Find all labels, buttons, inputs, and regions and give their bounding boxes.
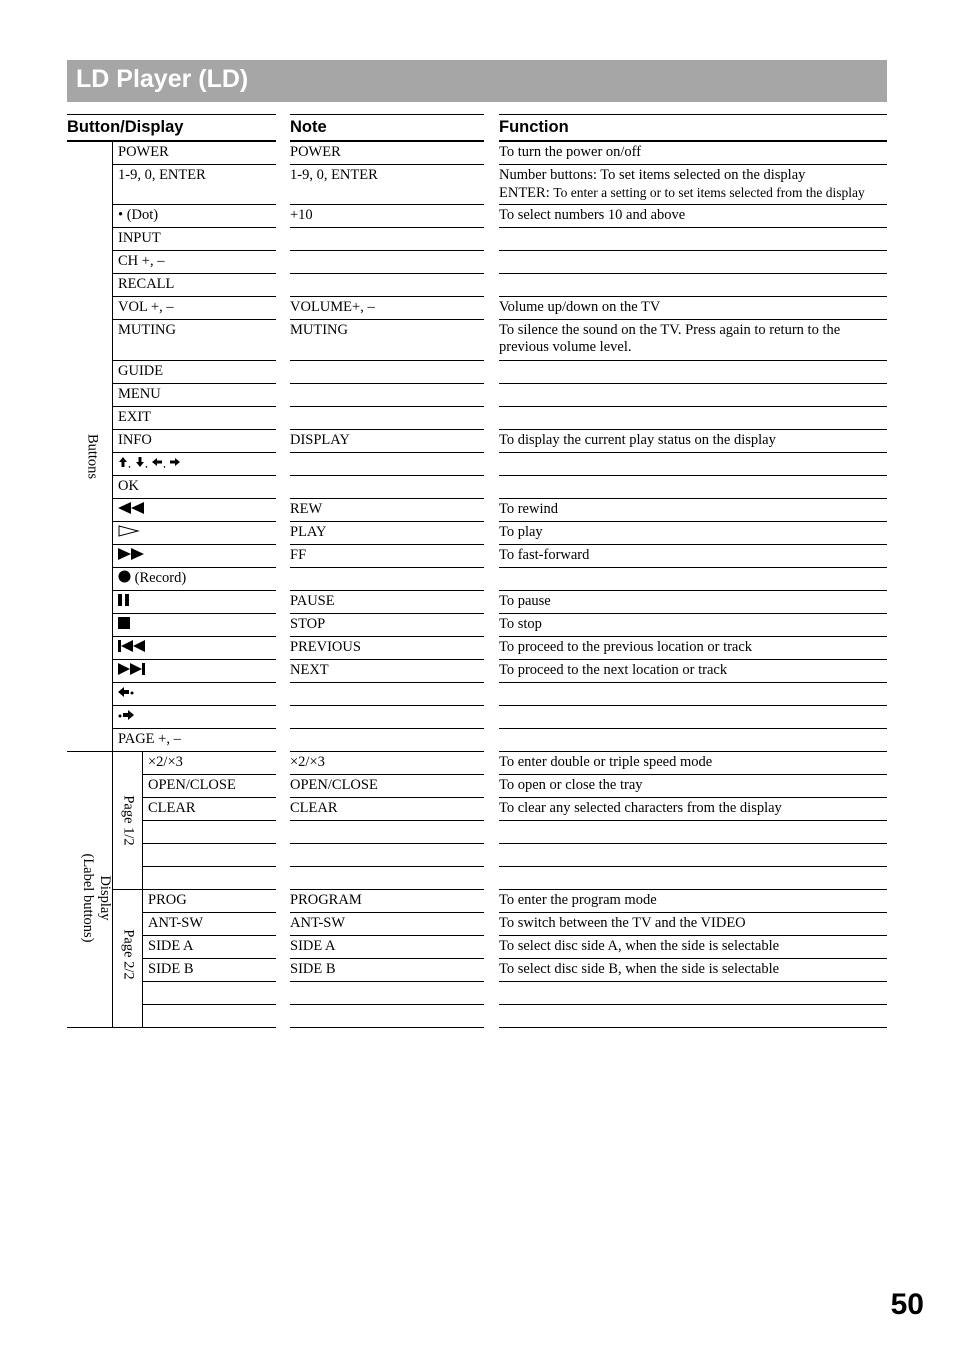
- button-cell: [142, 959, 276, 982]
- button-cell: [112, 660, 276, 683]
- button-cell: [142, 936, 276, 959]
- button-cell: [112, 453, 276, 476]
- function-cell: [499, 844, 887, 867]
- note-cell: [290, 821, 484, 844]
- note-cell: [290, 982, 484, 1005]
- note-cell: 1-9, 0, ENTER: [290, 165, 484, 205]
- button-cell: [112, 545, 276, 568]
- note-cell: MUTING: [290, 320, 484, 361]
- svg-text:,: ,: [128, 456, 131, 468]
- button-label: MENU: [118, 386, 161, 402]
- group-separator-line: [67, 751, 112, 752]
- table-bottom-line: [67, 1027, 142, 1028]
- header-button-display: Button/Display: [67, 114, 276, 142]
- note-cell: [290, 251, 484, 274]
- skip-icon: [118, 708, 134, 725]
- function-text: To turn the power on/off: [499, 144, 642, 160]
- note-cell: PREVIOUS: [290, 637, 484, 660]
- button-cell: [142, 913, 276, 936]
- function-text: To clear any selected characters from the display: [499, 800, 782, 816]
- function-cell: [499, 729, 887, 752]
- note-cell: POWER: [290, 142, 484, 165]
- function-text: To select numbers 10 and above: [499, 207, 686, 223]
- note-cell: REW: [290, 499, 484, 522]
- button-cell: [112, 274, 276, 297]
- note-cell: STOP: [290, 614, 484, 637]
- note-cell: [290, 706, 484, 729]
- next-track-icon: [118, 662, 146, 679]
- pause-icon: [118, 593, 130, 610]
- note-cell: [290, 867, 484, 890]
- button-label: CLEAR: [148, 800, 196, 816]
- button-cell: [112, 297, 276, 320]
- function-cell: [499, 890, 887, 913]
- function-cell: [499, 591, 887, 614]
- page-number: 50: [890, 1288, 924, 1321]
- note-cell: OPEN/CLOSE: [290, 775, 484, 798]
- function-cell: [499, 683, 887, 706]
- button-cell: [112, 407, 276, 430]
- button-cell: [112, 568, 276, 591]
- function-cell: [499, 499, 887, 522]
- button-cell: [142, 890, 276, 913]
- function-cell: [499, 142, 887, 165]
- button-label: ×2/×3: [148, 754, 183, 770]
- function-text: To display the current play status on the display: [499, 432, 776, 448]
- note-cell: NEXT: [290, 660, 484, 683]
- page-separator-line: [112, 889, 142, 890]
- button-label: CH +, –: [118, 253, 165, 269]
- note-cell: [290, 361, 484, 384]
- function-text: To switch between the TV and the VIDEO: [499, 915, 746, 931]
- button-label: VOL +, –: [118, 299, 174, 315]
- function-text: Number buttons: To set items selected on the display: [499, 167, 806, 183]
- button-cell: [112, 384, 276, 407]
- function-text: To enter the program mode: [499, 892, 657, 908]
- button-cell: [142, 982, 276, 1005]
- header-note: Note: [290, 114, 484, 142]
- button-label: • (Dot): [118, 207, 159, 223]
- button-label: ANT-SW: [148, 915, 204, 931]
- function-cell: [499, 821, 887, 844]
- button-cell: [112, 142, 276, 165]
- function-text: To rewind: [499, 501, 558, 517]
- button-cell: [112, 320, 276, 361]
- note-cell: SIDE A: [290, 936, 484, 959]
- page-divider-line: [142, 752, 143, 1028]
- button-cell: [112, 476, 276, 499]
- rewind-icon: [118, 501, 144, 518]
- button-cell: [112, 729, 276, 752]
- button-cell: [112, 706, 276, 729]
- function-cell: [499, 614, 887, 637]
- note-cell: [290, 274, 484, 297]
- play-icon: [118, 524, 140, 541]
- button-cell: [142, 844, 276, 867]
- function-cell: [499, 1005, 887, 1028]
- button-label: EXIT: [118, 409, 152, 425]
- function-cell: [499, 320, 887, 361]
- function-text: To proceed to the previous location or track: [499, 639, 753, 655]
- button-cell: [142, 798, 276, 821]
- button-label: SIDE A: [148, 938, 194, 954]
- function-cell: [499, 936, 887, 959]
- button-cell: [112, 683, 276, 706]
- function-text: To select disc side B, when the side is selectable: [499, 961, 780, 977]
- note-cell: CLEAR: [290, 798, 484, 821]
- button-cell: [142, 867, 276, 890]
- button-label: INPUT: [118, 230, 161, 246]
- function-cell: [499, 476, 887, 499]
- svg-text:,: ,: [145, 456, 148, 468]
- button-label: POWER: [118, 144, 169, 160]
- function-text-line2: [499, 184, 887, 202]
- button-cell: [142, 752, 276, 775]
- function-cell: [499, 165, 887, 205]
- function-cell: [499, 205, 887, 228]
- note-cell: [290, 407, 484, 430]
- header-function: Function: [499, 114, 887, 142]
- button-cell: [142, 821, 276, 844]
- button-cell: [112, 637, 276, 660]
- function-text: To play: [499, 524, 543, 540]
- svg-text:,: ,: [163, 456, 166, 468]
- note-cell: VOLUME+, –: [290, 297, 484, 320]
- note-cell: [290, 568, 484, 591]
- function-cell: [499, 545, 887, 568]
- function-cell: [499, 775, 887, 798]
- function-text: To stop: [499, 616, 542, 632]
- button-label: 1-9, 0, ENTER: [118, 167, 206, 183]
- fast-forward-icon: [118, 547, 144, 564]
- function-text: To enter double or triple speed mode: [499, 754, 713, 770]
- button-label: MUTING: [118, 322, 176, 338]
- note-cell: [290, 683, 484, 706]
- title-bar: [67, 60, 887, 102]
- note-cell: FF: [290, 545, 484, 568]
- note-cell: [290, 844, 484, 867]
- page2-label: Page 2/2: [120, 929, 137, 980]
- note-cell: SIDE B: [290, 959, 484, 982]
- button-cell: [112, 591, 276, 614]
- function-cell: [499, 867, 887, 890]
- note-cell: PAUSE: [290, 591, 484, 614]
- button-label: PAGE +, –: [118, 731, 181, 747]
- function-cell: [499, 913, 887, 936]
- note-cell: ×2/×3: [290, 752, 484, 775]
- display-label-line2: (Label buttons): [80, 853, 96, 943]
- button-cell: [112, 205, 276, 228]
- stop-icon: [118, 616, 130, 633]
- function-text: To silence the sound on the TV. Press again to return to the: [499, 322, 841, 338]
- display-group-label: [79, 838, 113, 958]
- button-label: PROG: [148, 892, 187, 908]
- function-cell: [499, 384, 887, 407]
- button-label: OPEN/CLOSE: [148, 777, 236, 793]
- note-cell: [290, 384, 484, 407]
- button-label: RECALL: [118, 276, 175, 292]
- button-cell: [112, 228, 276, 251]
- function-cell: [499, 982, 887, 1005]
- button-cell: [142, 1005, 276, 1028]
- enter-description: To enter a setting or to set items selected from the display: [553, 185, 865, 200]
- function-text: Volume up/down on the TV: [499, 299, 661, 315]
- button-cell: [112, 430, 276, 453]
- function-cell: [499, 430, 887, 453]
- note-cell: [290, 453, 484, 476]
- button-cell: [112, 499, 276, 522]
- note-cell: +10: [290, 205, 484, 228]
- function-cell: [499, 228, 887, 251]
- button-cell: [112, 361, 276, 384]
- note-cell: DISPLAY: [290, 430, 484, 453]
- function-cell: [499, 453, 887, 476]
- function-cell: [499, 522, 887, 545]
- function-cell: [499, 251, 887, 274]
- function-cell: [499, 407, 887, 430]
- note-cell: [290, 476, 484, 499]
- function-text-line2: previous volume level.: [499, 339, 632, 355]
- button-label: GUIDE: [118, 363, 164, 379]
- button-cell: [142, 775, 276, 798]
- function-text: To select disc side A, when the side is selectable: [499, 938, 780, 954]
- function-text: To fast-forward: [499, 547, 590, 563]
- note-cell: [290, 1005, 484, 1028]
- button-label: (Record): [131, 570, 187, 586]
- button-label: INFO: [118, 432, 152, 448]
- note-cell: [290, 228, 484, 251]
- page1-label: Page 1/2: [120, 795, 137, 846]
- button-cell: [112, 614, 276, 637]
- note-cell: [290, 729, 484, 752]
- function-cell: [499, 361, 887, 384]
- note-cell: ANT-SW: [290, 913, 484, 936]
- function-cell: [499, 752, 887, 775]
- function-cell: [499, 568, 887, 591]
- function-cell: [499, 660, 887, 683]
- note-cell: PLAY: [290, 522, 484, 545]
- enter-prefix: ENTER:: [499, 185, 554, 201]
- note-cell: PROGRAM: [290, 890, 484, 913]
- previous-track-icon: [118, 639, 146, 656]
- function-cell: [499, 297, 887, 320]
- record-icon: [118, 570, 131, 587]
- function-text: To pause: [499, 593, 551, 609]
- function-text: To open or close the tray: [499, 777, 643, 793]
- arrow-keys-icon: [118, 455, 184, 472]
- function-cell: [499, 706, 887, 729]
- button-label: SIDE B: [148, 961, 194, 977]
- function-cell: [499, 274, 887, 297]
- replay-icon: [118, 685, 134, 702]
- display-label-line1: Display: [97, 875, 113, 921]
- buttons-group-label: Buttons: [84, 433, 101, 480]
- button-cell: [112, 251, 276, 274]
- function-text: To proceed to the next location or track: [499, 662, 728, 678]
- function-cell: [499, 959, 887, 982]
- function-cell: [499, 637, 887, 660]
- button-cell: [112, 522, 276, 545]
- function-cell: [499, 798, 887, 821]
- page-title: LD Player (LD): [76, 65, 249, 93]
- button-cell: [112, 165, 276, 205]
- button-label: OK: [118, 478, 139, 494]
